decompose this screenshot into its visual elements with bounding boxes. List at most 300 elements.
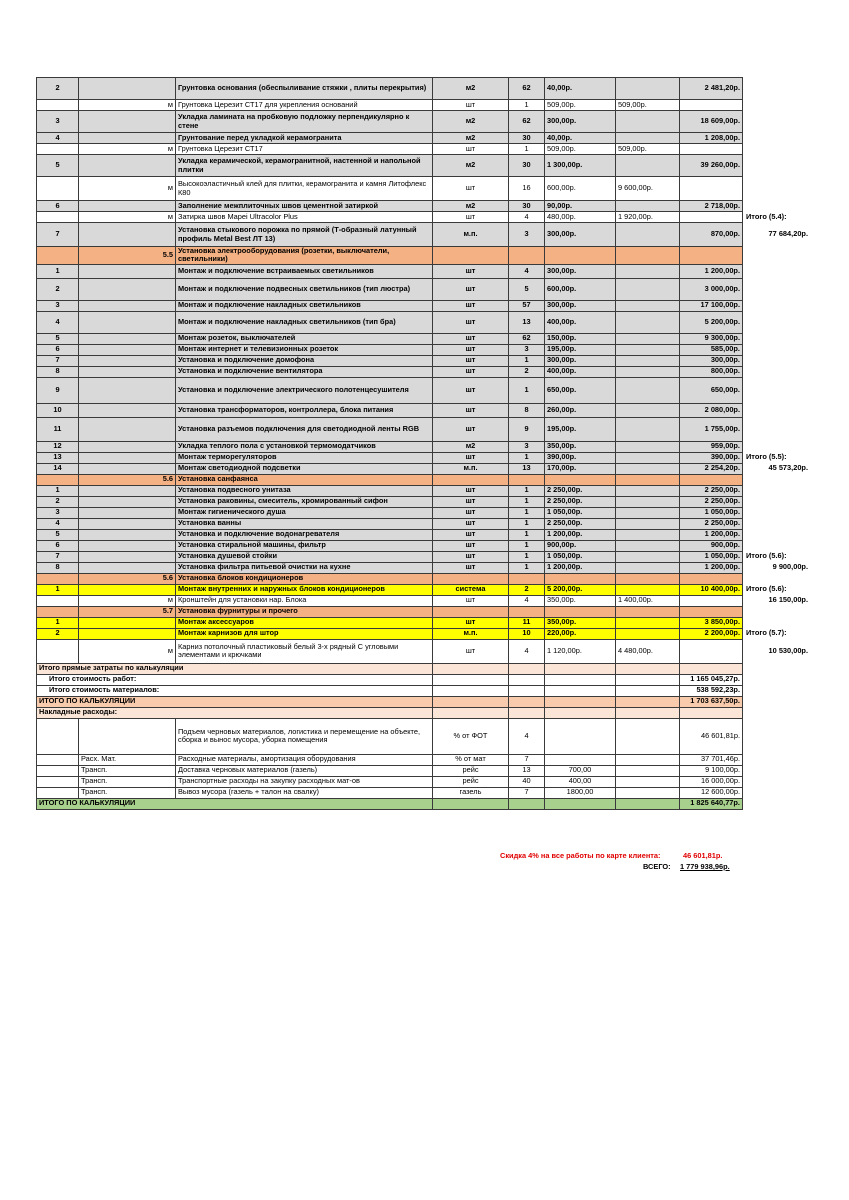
section-subtotal: Итого (5.6): xyxy=(746,584,787,594)
cell-number xyxy=(37,474,79,485)
cell-unit: шт xyxy=(433,496,509,507)
cell-total xyxy=(680,707,743,718)
cell-number xyxy=(37,765,79,776)
cell-total: 37 701,46р. xyxy=(680,754,743,765)
cell-number xyxy=(37,718,79,754)
table-row xyxy=(37,584,813,595)
cell-price: 2 250,00р. xyxy=(545,518,616,529)
row-label: Итого стоимость материалов: xyxy=(37,685,433,696)
table-row xyxy=(37,639,813,663)
cell-qty: 1 xyxy=(509,562,545,573)
cell-total xyxy=(680,247,743,265)
cell-total: 46 601,81р. xyxy=(680,718,743,754)
section-subtotal: Итого (5.4): xyxy=(746,211,787,221)
cell-price: 300,00р. xyxy=(545,223,616,247)
cell-material-sum xyxy=(616,617,680,628)
cell-number: 4 xyxy=(37,518,79,529)
cell-qty: 1 xyxy=(509,507,545,518)
cell-name: Расходные материалы, амортизация оборудования xyxy=(176,754,433,765)
section-subtotal: Итого (5.5): xyxy=(746,452,787,462)
cell-marker: Трансп. xyxy=(79,776,176,787)
row-label: ИТОГО ПО КАЛЬКУЛЯЦИИ xyxy=(37,696,433,707)
row-label: Накладные расходы: xyxy=(37,707,433,718)
cell-number: 10 xyxy=(37,403,79,417)
cell-unit xyxy=(433,606,509,617)
table-row xyxy=(37,366,813,377)
cell-total xyxy=(680,639,743,663)
cell-price: 390,00р. xyxy=(545,452,616,463)
cell-material-sum xyxy=(616,606,680,617)
cell-total: 12 600,00р. xyxy=(680,787,743,798)
cell-marker xyxy=(79,496,176,507)
cell-material-sum xyxy=(616,551,680,562)
section-subtotal xyxy=(743,133,813,144)
cell-unit xyxy=(433,674,509,685)
cell-name: Монтаж терморегуляторов xyxy=(176,452,433,463)
cell-price: 2 250,00р. xyxy=(545,496,616,507)
cell-name: Установка и подключение домофона xyxy=(176,355,433,366)
cell-qty xyxy=(509,663,545,674)
cell-material-sum xyxy=(616,111,680,133)
cell-number: 1 xyxy=(37,617,79,628)
cell-marker xyxy=(79,201,176,212)
cell-number xyxy=(37,247,79,265)
cell-number: 3 xyxy=(37,111,79,133)
cell-material-sum xyxy=(616,496,680,507)
cell-marker xyxy=(79,111,176,133)
cell-unit: м2 xyxy=(433,441,509,452)
cell-qty: 1 xyxy=(509,529,545,540)
cell-total xyxy=(680,212,743,223)
cell-qty: 8 xyxy=(509,403,545,417)
cell-name: Монтаж светодиодной подсветки xyxy=(176,463,433,474)
cell-unit: шт xyxy=(433,529,509,540)
section-subtotal xyxy=(743,518,813,529)
table-row xyxy=(37,78,813,100)
cell-material-sum xyxy=(616,573,680,584)
cell-number: 7 xyxy=(37,223,79,247)
cell-number xyxy=(37,144,79,155)
table-row xyxy=(37,144,813,155)
cell-qty: 1 xyxy=(509,518,545,529)
cell-name: Высокоэластичный клей для плитки, керамогранита и камня Литофлекс К80 xyxy=(176,177,433,201)
cell-price: 260,00р. xyxy=(545,403,616,417)
table-row xyxy=(37,663,813,674)
cell-unit: шт xyxy=(433,264,509,278)
cell-marker xyxy=(79,264,176,278)
cell-total: 2 250,00р. xyxy=(680,496,743,507)
cell-total: 1 050,00р. xyxy=(680,551,743,562)
cell-price xyxy=(545,718,616,754)
cell-price: 600,00р. xyxy=(545,177,616,201)
section-subtotal: 10 530,00р. xyxy=(768,645,808,655)
cell-qty: 30 xyxy=(509,133,545,144)
cell-name: Укладка теплого пола с установкой термомодатчиков xyxy=(176,441,433,452)
cell-price: 400,00 xyxy=(545,776,616,787)
cell-price xyxy=(545,663,616,674)
cell-unit xyxy=(433,663,509,674)
section-subtotal xyxy=(743,663,813,674)
table-row xyxy=(37,617,813,628)
cell-qty xyxy=(509,474,545,485)
cell-unit: шт xyxy=(433,551,509,562)
cell-marker: 5.6 xyxy=(79,474,176,485)
cell-price: 900,00р. xyxy=(545,540,616,551)
cell-number: 2 xyxy=(37,278,79,300)
cell-price: 1800,00 xyxy=(545,787,616,798)
cell-name: Установка раковины, смеситель, хромированный сифон xyxy=(176,496,433,507)
cell-material-sum xyxy=(616,300,680,311)
cell-number xyxy=(37,595,79,606)
cell-unit: шт xyxy=(433,562,509,573)
cell-marker xyxy=(79,485,176,496)
section-subtotal xyxy=(743,78,813,100)
cell-total: 3 850,00р. xyxy=(680,617,743,628)
section-subtotal xyxy=(743,754,813,765)
grand-total-value: 1 779 938,96р. xyxy=(680,862,730,871)
cell-unit: рейс xyxy=(433,765,509,776)
section-subtotal xyxy=(743,606,813,617)
cell-total xyxy=(680,595,743,606)
cell-unit: шт xyxy=(433,355,509,366)
cell-price: 40,00р. xyxy=(545,78,616,100)
cell-marker xyxy=(79,562,176,573)
cell-qty: 1 xyxy=(509,540,545,551)
cell-total: 2 250,00р. xyxy=(680,485,743,496)
cell-unit: шт xyxy=(433,344,509,355)
cell-qty: 11 xyxy=(509,617,545,628)
cell-material-sum xyxy=(616,685,680,696)
cell-price: 700,00 xyxy=(545,765,616,776)
section-subtotal xyxy=(743,377,813,403)
cell-name: Установка стыкового порожка по прямой (Т-образный латунный профиль Metal Best ЛТ 13) xyxy=(176,223,433,247)
cell-marker: м xyxy=(79,177,176,201)
cell-number: 1 xyxy=(37,264,79,278)
cell-material-sum xyxy=(616,78,680,100)
table-row xyxy=(37,485,813,496)
cell-name: Укладка ламината на пробковую подложку перпендикулярно к стене xyxy=(176,111,433,133)
cell-qty: 4 xyxy=(509,718,545,754)
cell-material-sum xyxy=(616,518,680,529)
cell-qty xyxy=(509,798,545,809)
cell-material-sum xyxy=(616,584,680,595)
cell-name: Установка стиральной машины, фильтр xyxy=(176,540,433,551)
cell-qty: 62 xyxy=(509,333,545,344)
section-subtotal xyxy=(743,540,813,551)
cell-total: 2 250,00р. xyxy=(680,518,743,529)
cell-marker xyxy=(79,452,176,463)
section-subtotal xyxy=(743,100,813,111)
cell-material-sum xyxy=(616,463,680,474)
table-row xyxy=(37,674,813,685)
section-subtotal xyxy=(743,674,813,685)
cell-material-sum xyxy=(616,674,680,685)
cell-material-sum xyxy=(616,403,680,417)
table-row xyxy=(37,133,813,144)
cell-unit: шт xyxy=(433,403,509,417)
table-row xyxy=(37,155,813,177)
cell-number: 12 xyxy=(37,441,79,452)
cell-qty: 2 xyxy=(509,584,545,595)
cell-unit: м2 xyxy=(433,201,509,212)
cell-marker xyxy=(79,540,176,551)
table-row xyxy=(37,518,813,529)
cell-qty xyxy=(509,685,545,696)
cell-name: Укладка керамической, керамогранитной, настенной и напольной плитки xyxy=(176,155,433,177)
cell-total: 16 000,00р. xyxy=(680,776,743,787)
section-subtotal xyxy=(743,144,813,155)
cell-material-sum: 1 920,00р. xyxy=(616,212,680,223)
table-row xyxy=(37,474,813,485)
cell-qty xyxy=(509,674,545,685)
cell-marker: 5.5 xyxy=(79,247,176,265)
cell-number xyxy=(37,212,79,223)
cell-total: 1 165 045,27р. xyxy=(680,674,743,685)
section-subtotal xyxy=(743,496,813,507)
cell-price xyxy=(545,573,616,584)
cell-qty: 5 xyxy=(509,278,545,300)
cell-total: 39 260,00р. xyxy=(680,155,743,177)
cell-material-sum xyxy=(616,718,680,754)
cell-name: Монтаж розеток, выключателей xyxy=(176,333,433,344)
cell-qty: 7 xyxy=(509,787,545,798)
table-row xyxy=(37,201,813,212)
cell-material-sum xyxy=(616,707,680,718)
cell-material-sum xyxy=(616,754,680,765)
cell-number xyxy=(37,754,79,765)
cell-name: Грунтовка Церезит СТ17 xyxy=(176,144,433,155)
cell-material-sum: 1 400,00р. xyxy=(616,595,680,606)
cell-number: 2 xyxy=(37,78,79,100)
cell-number: 6 xyxy=(37,344,79,355)
table-row xyxy=(37,606,813,617)
cell-total: 1 755,00р. xyxy=(680,417,743,441)
cell-unit: шт xyxy=(433,417,509,441)
cell-name: Монтаж интернет и телевизионных розеток xyxy=(176,344,433,355)
cell-price: 509,00р. xyxy=(545,144,616,155)
table-row xyxy=(37,333,813,344)
cell-total: 870,00р. xyxy=(680,223,743,247)
cell-price: 400,00р. xyxy=(545,366,616,377)
cell-material-sum xyxy=(616,765,680,776)
cell-unit: м2 xyxy=(433,133,509,144)
cell-qty: 1 xyxy=(509,485,545,496)
table-row xyxy=(37,355,813,366)
cell-qty xyxy=(509,696,545,707)
cell-unit: рейс xyxy=(433,776,509,787)
section-subtotal: 9 900,00р. xyxy=(772,562,808,572)
cell-marker: м xyxy=(79,100,176,111)
cell-number: 13 xyxy=(37,452,79,463)
cell-marker xyxy=(79,133,176,144)
cell-price: 1 300,00р. xyxy=(545,155,616,177)
cell-total: 2 481,20р. xyxy=(680,78,743,100)
cell-marker xyxy=(79,628,176,639)
cell-qty: 10 xyxy=(509,628,545,639)
cell-number: 6 xyxy=(37,201,79,212)
cell-unit: % от ФОТ xyxy=(433,718,509,754)
cell-material-sum xyxy=(616,133,680,144)
table-row xyxy=(37,718,813,754)
cell-marker xyxy=(79,311,176,333)
cell-material-sum xyxy=(616,417,680,441)
cell-name: Кронштейн для установки нар. Блока xyxy=(176,595,433,606)
cell-qty: 9 xyxy=(509,417,545,441)
cell-number: 5 xyxy=(37,529,79,540)
cell-material-sum xyxy=(616,366,680,377)
cell-unit xyxy=(433,573,509,584)
cell-total: 2 200,00р. xyxy=(680,628,743,639)
cell-material-sum xyxy=(616,344,680,355)
cell-marker xyxy=(79,333,176,344)
cell-unit: шт xyxy=(433,177,509,201)
cell-name: Грунтовка Церезит СТ17 для укрепления оснований xyxy=(176,100,433,111)
row-label: ИТОГО ПО КАЛЬКУЛЯЦИИ xyxy=(37,798,433,809)
cell-unit: м.п. xyxy=(433,463,509,474)
cell-qty: 1 xyxy=(509,551,545,562)
cell-marker xyxy=(79,366,176,377)
cell-marker xyxy=(79,278,176,300)
section-subtotal xyxy=(743,344,813,355)
cell-name: Доставка черновых материалов (газель) xyxy=(176,765,433,776)
cell-name: Установка электрооборудования (розетки, выключатели, светильники) xyxy=(176,247,433,265)
cell-price: 300,00р. xyxy=(545,264,616,278)
cell-total: 959,00р. xyxy=(680,441,743,452)
cell-name: Установка санфаянса xyxy=(176,474,433,485)
cell-qty: 3 xyxy=(509,223,545,247)
section-subtotal xyxy=(743,366,813,377)
section-subtotal xyxy=(743,417,813,441)
cell-qty: 4 xyxy=(509,212,545,223)
cell-unit xyxy=(433,798,509,809)
section-subtotal xyxy=(743,300,813,311)
cell-unit: м2 xyxy=(433,111,509,133)
cell-price: 480,00р. xyxy=(545,212,616,223)
cell-total: 900,00р. xyxy=(680,540,743,551)
cell-price: 509,00р. xyxy=(545,100,616,111)
cell-total: 390,00р. xyxy=(680,452,743,463)
table-row xyxy=(37,573,813,584)
cell-name: Монтаж карнизов для штор xyxy=(176,628,433,639)
table-row xyxy=(37,441,813,452)
cell-number xyxy=(37,787,79,798)
section-subtotal xyxy=(743,403,813,417)
cell-qty: 4 xyxy=(509,595,545,606)
section-subtotal xyxy=(743,776,813,787)
cell-total: 800,00р. xyxy=(680,366,743,377)
table-row xyxy=(37,628,813,639)
section-subtotal xyxy=(743,718,813,754)
cell-unit: шт xyxy=(433,311,509,333)
cell-name: Установка фильтра питьевой очистки на кухне xyxy=(176,562,433,573)
cell-material-sum xyxy=(616,787,680,798)
cell-marker xyxy=(79,403,176,417)
cell-marker: м xyxy=(79,144,176,155)
cell-qty: 16 xyxy=(509,177,545,201)
cell-marker xyxy=(79,78,176,100)
cell-name: Монтаж и подключение накладных светильников (тип бра) xyxy=(176,311,433,333)
cell-price: 90,00р. xyxy=(545,201,616,212)
table-row xyxy=(37,776,813,787)
section-subtotal xyxy=(743,529,813,540)
cell-number: 3 xyxy=(37,300,79,311)
table-row xyxy=(37,540,813,551)
cell-unit xyxy=(433,707,509,718)
cell-marker: Трансп. xyxy=(79,765,176,776)
section-subtotal xyxy=(743,573,813,584)
cell-marker xyxy=(79,518,176,529)
discount-label: Скидка 4% на все работы по карте клиента: xyxy=(500,851,661,860)
section-subtotal xyxy=(743,201,813,212)
cell-price: 1 120,00р. xyxy=(545,639,616,663)
table-row xyxy=(37,278,813,300)
cell-qty: 1 xyxy=(509,355,545,366)
cell-marker xyxy=(79,584,176,595)
cell-marker: 5.7 xyxy=(79,606,176,617)
cell-number: 3 xyxy=(37,507,79,518)
cell-marker xyxy=(79,551,176,562)
cell-unit: шт xyxy=(433,639,509,663)
cell-name: Установка фурнитуры и прочего xyxy=(176,606,433,617)
cell-total: 2 718,00р. xyxy=(680,201,743,212)
cell-number: 2 xyxy=(37,628,79,639)
cell-name: Монтаж и подключение накладных светильников xyxy=(176,300,433,311)
cell-unit: м.п. xyxy=(433,628,509,639)
section-subtotal xyxy=(743,685,813,696)
cell-price: 40,00р. xyxy=(545,133,616,144)
cell-qty xyxy=(509,707,545,718)
section-subtotal: 45 573,20р. xyxy=(768,463,808,473)
cell-number: 8 xyxy=(37,366,79,377)
cell-qty: 13 xyxy=(509,765,545,776)
cell-name: Установка ванны xyxy=(176,518,433,529)
cell-qty: 7 xyxy=(509,754,545,765)
cell-unit: шт xyxy=(433,300,509,311)
cell-number: 4 xyxy=(37,311,79,333)
section-subtotal xyxy=(743,765,813,776)
cell-name: Вывоз мусора (газель + талон на свалку) xyxy=(176,787,433,798)
cell-name: Затирка швов Mapei Ultracolor Plus xyxy=(176,212,433,223)
section-subtotal xyxy=(743,696,813,707)
cell-total xyxy=(680,573,743,584)
cell-material-sum xyxy=(616,663,680,674)
cell-name: Монтаж и подключение подвесных светильников (тип люстра) xyxy=(176,278,433,300)
section-subtotal: Итого (5.7): xyxy=(746,628,787,638)
section-subtotal xyxy=(743,798,813,809)
cell-material-sum xyxy=(616,223,680,247)
cell-name: Установка и подключение вентилятора xyxy=(176,366,433,377)
section-subtotal xyxy=(743,355,813,366)
cell-material-sum xyxy=(616,155,680,177)
cell-marker xyxy=(79,300,176,311)
section-subtotal xyxy=(743,311,813,333)
cell-unit xyxy=(433,685,509,696)
cell-unit: м2 xyxy=(433,78,509,100)
cell-name: Установка душевой стойки xyxy=(176,551,433,562)
cell-material-sum xyxy=(616,247,680,265)
cell-name: Монтаж гигиенического душа xyxy=(176,507,433,518)
cell-price xyxy=(545,754,616,765)
cell-material-sum xyxy=(616,485,680,496)
table-row xyxy=(37,798,813,809)
row-label: Итого стоимость работ: xyxy=(37,674,433,685)
cell-number: 8 xyxy=(37,562,79,573)
section-subtotal xyxy=(743,474,813,485)
cell-unit: шт xyxy=(433,452,509,463)
section-subtotal xyxy=(743,155,813,177)
section-subtotal xyxy=(743,333,813,344)
cell-price xyxy=(545,707,616,718)
